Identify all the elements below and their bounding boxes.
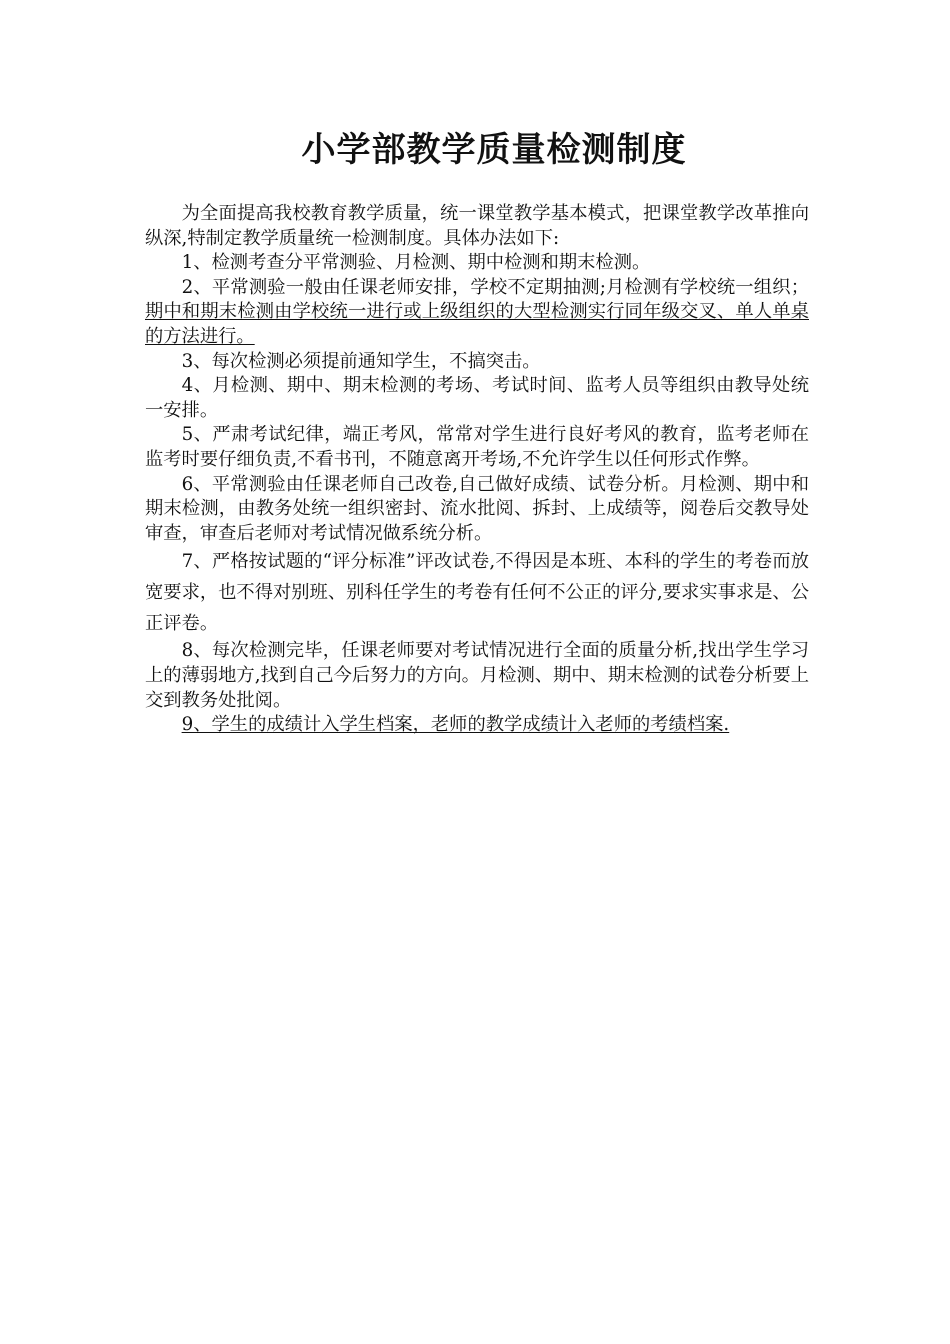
item-3: 3、每次检测必须提前通知学生，不搞突击。 [181, 350, 541, 372]
item-9 [145, 713, 809, 738]
intro-paragraph: 为全面提高我校教育教学质量，统一课堂教学基本模式，把课堂教学改革推向纵深,特制定教学质量统一检测制度。具体办法如下: [145, 203, 809, 249]
item-1: 1、检测考查分平常测验、月检测、期中检测和期末检测。 [181, 252, 651, 274]
item-9-underlined: 9、学生的成绩计入学生档案，老师的教学成绩计入老师的考绩档案. [181, 714, 730, 736]
item-2 [145, 276, 809, 350]
document-body [145, 202, 809, 738]
item-8: 8、每次检测完毕，任课老师要对考试情况进行全面的质量分析,找出学生学习上的薄弱地方,找到自己今后努力的方向。月检测、期中、期末检测的试卷分析要上交到教务处批阅。 [145, 640, 809, 711]
item-7: 7、严格按试题的“评分标准”评改试卷,不得因是本班、本科的学生的考卷而放宽要求，也不得对别班、别科任学生的考卷有任何不公正的评分,要求实事求是、公正评卷。 [145, 551, 809, 635]
item-2-underlined: 期中和期末检测由学校统一进行或上级组织的大型检测实行同年级交叉、单人单桌的方法进行。 [145, 301, 809, 347]
item-6: 6、平常测验由任课老师自己改卷,自己做好成绩、试卷分析。月检测、期中和期末检测，由教务处统一组织密封、流水批阅、拆封、上成绩等，阅卷后交教导处审查，审查后老师对考试情况做系统分析。 [145, 473, 809, 544]
item-2-text: 2、平常测验一般由任课老师安排，学校不定期抽测;月检测有学校统一组织； [181, 276, 809, 298]
document-title: 小学部教学质量检测制度 [301, 130, 687, 170]
item-4: 4、月检测、期中、期末检测的考场、考试时间、监考人员等组织由教导处统一安排。 [145, 375, 809, 421]
item-5: 5、严肃考试纪律，端正考风，常常对学生进行良好考风的教育，监考老师在监考时要仔细负责,不看书刊，不随意离开考场,不允许学生以任何形式作弊。 [145, 424, 809, 470]
